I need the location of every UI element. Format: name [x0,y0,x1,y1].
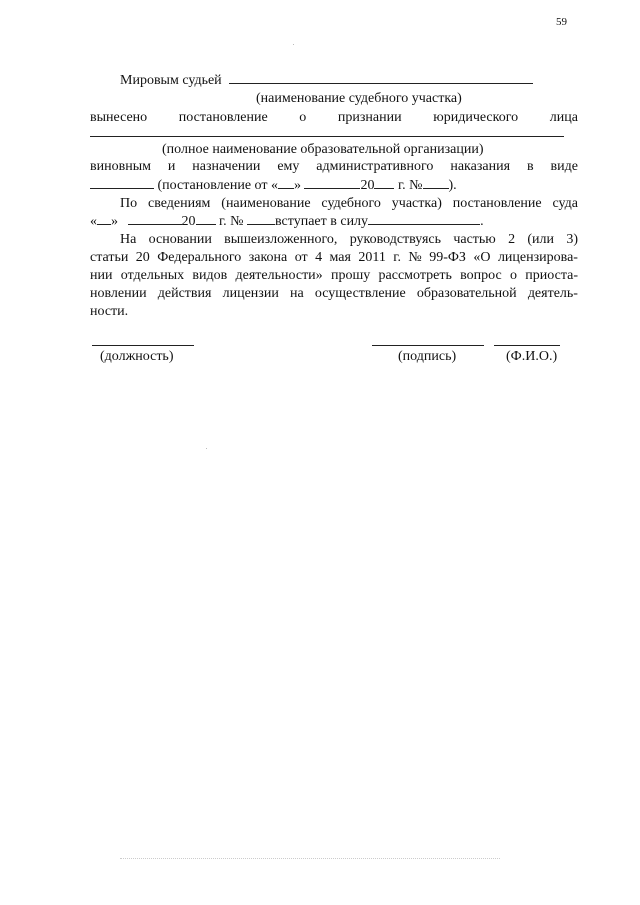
day-blank [278,177,294,189]
scan-speck [120,858,500,860]
word: 99-ФЗ [429,250,466,265]
word: судебного [321,196,381,211]
line-info [120,196,578,212]
effective-text-b: » [111,214,122,229]
word: вышеизложенного, [224,232,338,247]
word: отдельных [120,268,185,283]
word: от [294,250,308,265]
word: юридического [433,110,519,125]
eff-number-blank [247,213,275,225]
word: руководствуясь [349,232,441,247]
scan-speck [206,448,207,449]
word: видов [192,268,228,283]
para-line-3 [90,268,578,284]
word: наказания [450,159,511,174]
word: (или [527,232,555,247]
month-blank [304,177,360,189]
effective-text-e: вступает в силу [275,214,369,229]
resolution-text-a: (постановление от « [154,178,278,193]
word: действия [157,286,212,301]
word: административного [316,159,434,174]
word: статьи [90,250,129,265]
resolution-text-c: 20 [360,178,375,193]
word: осуществление [314,286,406,301]
line-issued [90,110,578,126]
word: На [120,232,137,247]
caption-org: (полное наименование образовательной организации) [162,142,484,157]
word: 2 [508,232,516,247]
word: 2011 [358,250,386,265]
line-guilty [90,159,578,175]
word: лицензирова- [497,250,578,265]
word: нии [90,268,113,283]
word: деятельности» [235,268,323,283]
word: лицензии [222,286,279,301]
caption-court: (наименование судебного участка) [256,91,462,106]
word: вынесено [90,110,148,125]
resolution-text-e: ). [448,178,457,193]
penalty-blank [90,177,154,189]
word: назначении [192,159,261,174]
word: в [526,159,534,174]
word: о [510,268,517,283]
word: деятель- [527,286,578,301]
signature-blank [372,345,484,346]
para-line-4 [90,286,578,302]
number-blank [423,177,449,189]
para-line-2 [90,250,578,266]
word: лица [549,110,578,125]
caption-position: (должность) [100,349,174,364]
word: прошу [330,268,371,283]
word: и [167,159,176,174]
year-blank [374,177,394,189]
eff-day-blank [97,213,111,225]
word: приоста- [525,268,578,283]
word: участка) [391,196,442,211]
word: № [408,250,422,265]
line-judge [120,72,560,89]
para-line-5: ности. [90,304,129,319]
word: о [299,110,307,125]
word: ему [277,159,300,174]
judge-blank [229,72,533,84]
caption-signature: (подпись) [398,349,457,364]
effective-text-a: « [90,214,97,229]
word: на [289,286,304,301]
word: мая [329,250,351,265]
eff-month-blank [128,213,182,225]
line-resolution [90,177,578,194]
word: Федерального [157,250,242,265]
word: 20 [135,250,150,265]
org-blank [90,136,564,137]
word: (наименование [221,196,311,211]
word: новлении [90,286,147,301]
caption-name: (Ф.И.О.) [506,349,558,364]
resolution-text-d: г. № [394,178,423,193]
word: 4 [315,250,323,265]
eff-year-blank [196,213,216,225]
word: 3) [566,232,578,247]
word: вопрос [460,268,502,283]
page-number: 59 [556,16,567,28]
word: основании [148,232,212,247]
line-effective [90,213,578,230]
judge-label: Мировым судьей [120,73,222,88]
word: По [120,196,138,211]
word: рассмотреть [378,268,452,283]
eff-date-blank [368,213,480,225]
effective-text-f: . [480,214,484,229]
word: «О [473,250,491,265]
position-blank [92,345,194,346]
word: виновным [90,159,151,174]
word: г. [393,250,401,265]
effective-text-c: 20 [181,214,196,229]
word: постановление [178,110,268,125]
word: сведениям [148,196,211,211]
word: суда [552,196,578,211]
word: образовательной [416,286,517,301]
scan-speck [293,44,294,45]
word: закона [248,250,288,265]
resolution-text-b: » [293,178,305,193]
word: признании [337,110,402,125]
word: постановление [452,196,542,211]
para-line-1 [120,232,578,248]
word: частью [453,232,496,247]
name-blank [494,345,560,346]
effective-text-d: г. № [215,214,248,229]
word: виде [550,159,578,174]
